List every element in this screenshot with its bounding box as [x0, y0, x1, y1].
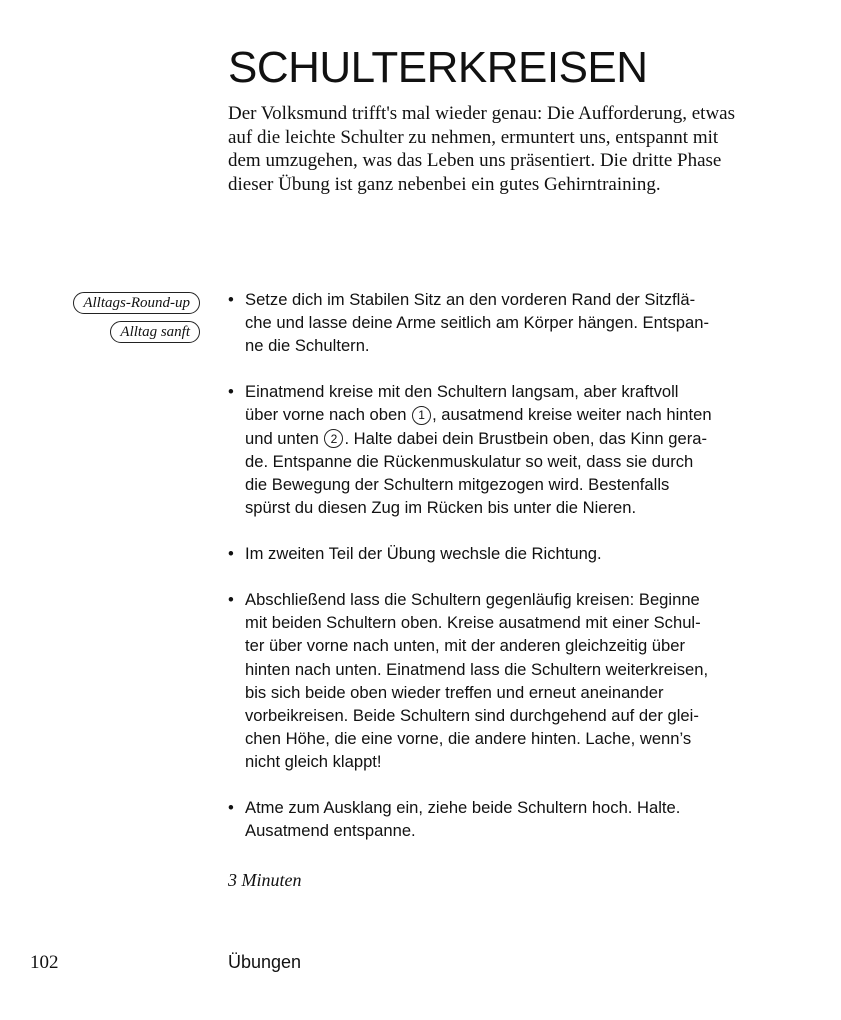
step-text: Atme zum Ausklang ein, ziehe beide Schultern hoch. Halte. Ausatmend entspanne.	[245, 798, 681, 841]
step-text-part: . Halte dabei dein Brustbein oben, das Kinn gera- de. Entspanne die Rückenmuskulatur so weit, dass sie durch die Bewegung der Schultern mitgezogen wird. Bestenfalls spürst du diesen Zug im Rücken bis unter die Nieren.	[245, 428, 707, 517]
tag-alltags-round-up: Alltags-Round-up	[73, 292, 200, 314]
tag-alltag-sanft: Alltag sanft	[110, 321, 200, 343]
instruction-step-1	[228, 288, 748, 357]
instruction-step-2	[228, 380, 748, 519]
intro-paragraph: Der Volksmund trifft's mal wieder genau: Die Aufforderung, etwas auf die leichte Schulter zu nehmen, ermuntert uns, entspannt mit dem umzugehen, was das Leben uns präsentiert. Die dritte Phase dieser Übung ist ganz nebenbei ein gutes Gehirntraining.	[228, 103, 735, 195]
instruction-step-3	[228, 542, 748, 565]
bullet-icon: •	[228, 798, 234, 818]
bullet-icon: •	[228, 544, 234, 564]
step-text-part: , ausatmend kreise weiter nach hinten und unten	[245, 405, 712, 448]
bullet-icon: •	[228, 290, 234, 309]
page-title: SCHULTERKREISEN	[228, 43, 648, 92]
section-name: Übungen	[228, 952, 302, 972]
instruction-list	[228, 288, 748, 865]
exercise-duration: 3 Minuten	[228, 870, 302, 890]
figure-marker-2: 2	[324, 429, 343, 448]
bullet-icon: •	[228, 590, 234, 610]
tag-list	[58, 292, 200, 343]
step-text: Im zweiten Teil der Übung wechsle die Richtung.	[245, 544, 602, 564]
page-number: 102	[30, 952, 59, 973]
step-text: Setze dich im Stabilen Sitz an den vorderen Rand der Sitzflä- che und lasse deine Arme seitlich am Körper hängen. Entspan- ne die Schultern.	[245, 290, 709, 356]
bullet-icon: •	[228, 382, 234, 402]
step-text: Abschließend lass die Schultern gegenläufig kreisen: Beginne mit beiden Schultern oben. Kreise ausatmend mit einer Schul- ter über vorne nach unten, mit der anderen gleichzeitig über hinten nach unten. Einatmend lass die Schultern weiterkreisen, bis sich beide oben wieder treffen und erneut aneinander vorbeikreisen. Beide Schultern sind durchgehend auf der glei- chen Höhe, die eine vorne, die andere hinten. Lache, wenn’s nicht gleich klappt!	[245, 590, 709, 771]
step-text-part: Einatmend kreise mit den Schultern langsam, aber kraftvoll über vorne nach oben	[245, 382, 679, 425]
instruction-step-5	[228, 796, 748, 842]
instruction-step-4	[228, 588, 748, 773]
step-text	[245, 380, 748, 519]
figure-marker-1: 1	[412, 406, 431, 425]
